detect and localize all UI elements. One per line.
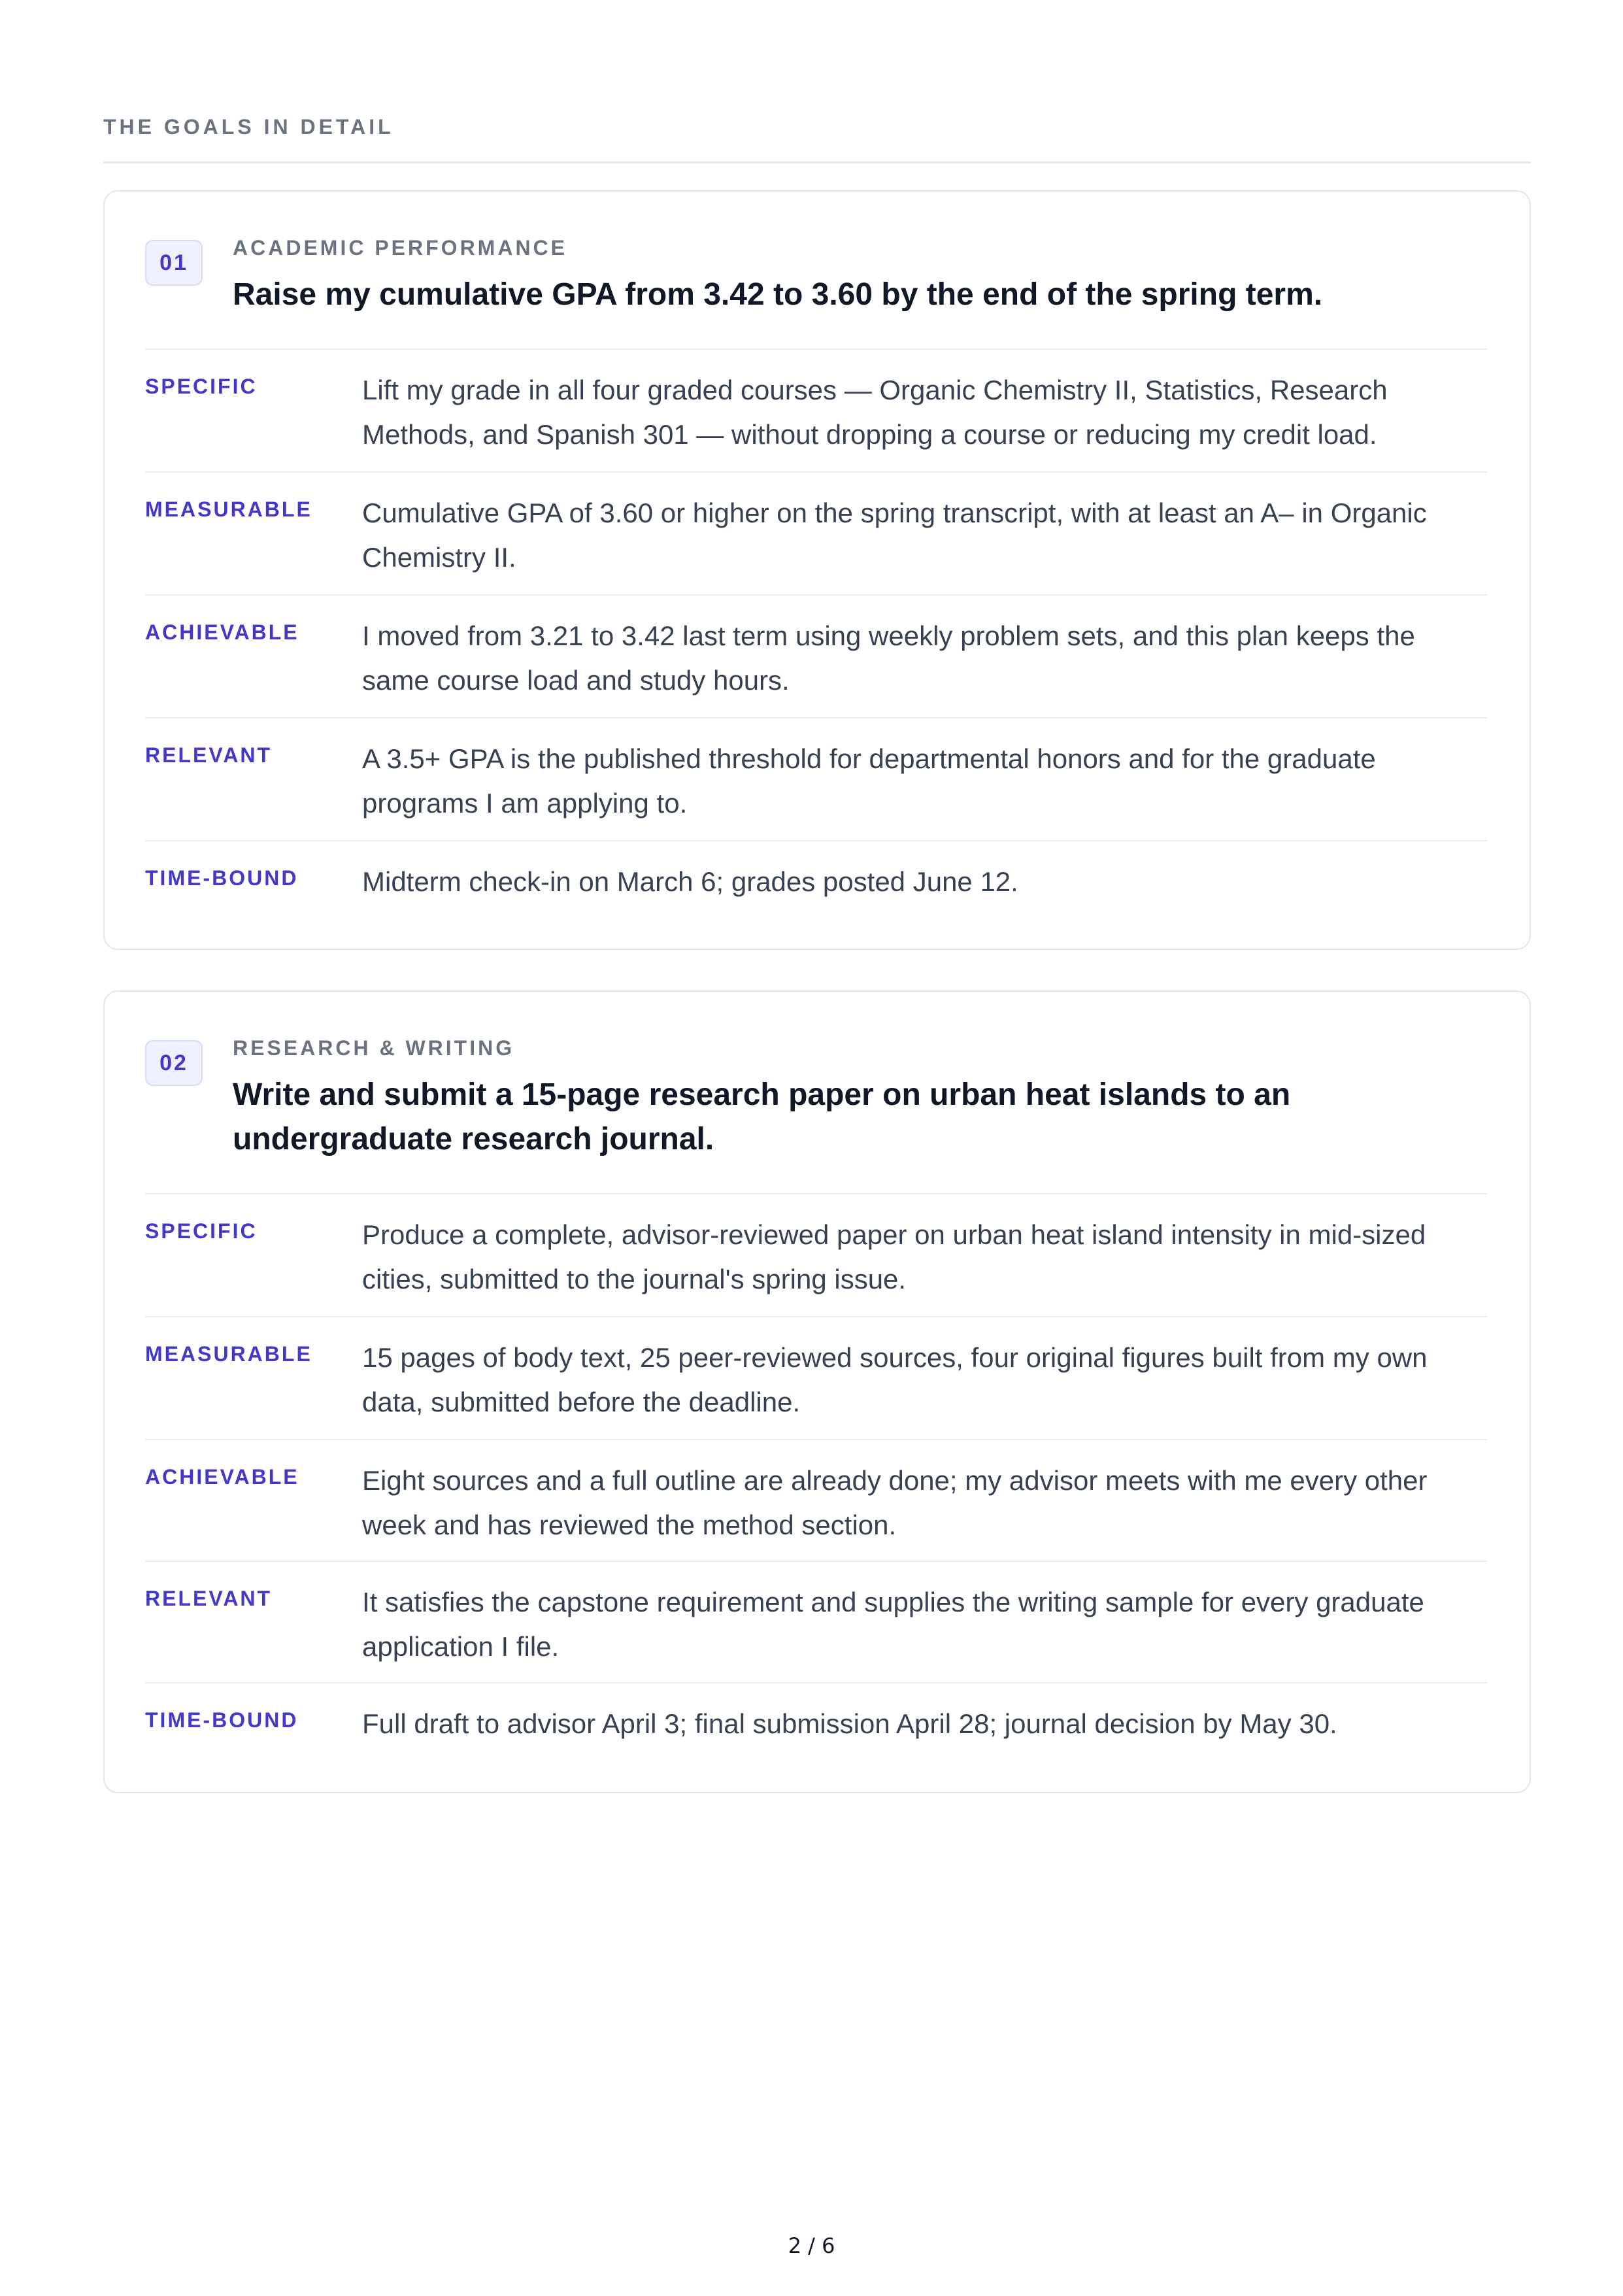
goal-category: RESEARCH & WRITING (233, 1036, 515, 1060)
row-text: Midterm check-in on March 6; grades posted June 12. (362, 866, 1018, 897)
row-label: RELEVANT (145, 1587, 273, 1610)
row-label: ACHIEVABLE (145, 620, 299, 644)
smart-rows (145, 348, 1488, 938)
row-text: Eight sources and a full outline are already done; my advisor meets with me every other week and has reviewed the method section. (362, 1465, 1428, 1540)
row-label: RELEVANT (145, 743, 273, 767)
section-label: THE GOALS IN DETAIL (103, 115, 394, 139)
row-text: A 3.5+ GPA is the published threshold for departmental honors and for the graduate programs I am applying to. (362, 743, 1376, 819)
section-divider (103, 161, 1531, 163)
row-label: MEASURABLE (145, 1342, 312, 1366)
row-label: TIME-BOUND (145, 866, 299, 890)
row-label: ACHIEVABLE (145, 1465, 299, 1489)
row-text: 15 pages of body text, 25 peer-reviewed sources, four original figures built from my own data, submitted before the deadline. (362, 1342, 1428, 1417)
goal-title: Raise my cumulative GPA from 3.42 to 3.60 by the end of the spring term. (233, 277, 1323, 312)
row-text: Produce a complete, advisor-reviewed paper on urban heat island intensity in mid-sized cities, submitted to the journal's spring issue. (362, 1219, 1426, 1294)
row-label: SPECIFIC (145, 375, 258, 398)
smart-row-achievable (145, 1439, 1488, 1561)
smart-row-relevant (145, 717, 1488, 840)
goal-card (103, 990, 1531, 1793)
goal-number-badge: 02 (145, 1040, 203, 1086)
page-number: 2 / 6 (788, 2233, 835, 2258)
goal-category: ACADEMIC PERFORMANCE (233, 236, 567, 260)
row-label: MEASURABLE (145, 498, 312, 521)
row-text: Lift my grade in all four graded courses — Organic Chemistry II, Statistics, Research Methods, and Spanish 301 — without dropping a course or reducing my credit load. (362, 375, 1388, 450)
smart-row-measurable (145, 471, 1488, 594)
goal-title: Write and submit a 15-page research paper on urban heat islands to an undergraduate research journal. (233, 1077, 1291, 1156)
row-text: It satisfies the capstone requirement and supplies the writing sample for every graduate application I file. (362, 1587, 1424, 1662)
smart-row-relevant (145, 1561, 1488, 1682)
smart-row-measurable (145, 1316, 1488, 1439)
smart-row-specific (145, 348, 1488, 471)
smart-row-specific (145, 1193, 1488, 1316)
row-text: Cumulative GPA of 3.60 or higher on the spring transcript, with at least an A– in Organic Chemistry II. (362, 498, 1427, 573)
goal-card (103, 190, 1531, 950)
row-text: I moved from 3.21 to 3.42 last term using weekly problem sets, and this plan keeps the same course load and study hours. (362, 620, 1415, 696)
goal-number-badge: 01 (145, 240, 203, 286)
smart-rows (145, 1193, 1488, 1780)
row-label: TIME-BOUND (145, 1708, 299, 1732)
row-label: SPECIFIC (145, 1219, 258, 1243)
smart-row-time-bound (145, 840, 1488, 938)
smart-row-time-bound (145, 1682, 1488, 1780)
smart-row-achievable (145, 594, 1488, 717)
row-text: Full draft to advisor April 3; final submission April 28; journal decision by May 30. (362, 1708, 1337, 1739)
